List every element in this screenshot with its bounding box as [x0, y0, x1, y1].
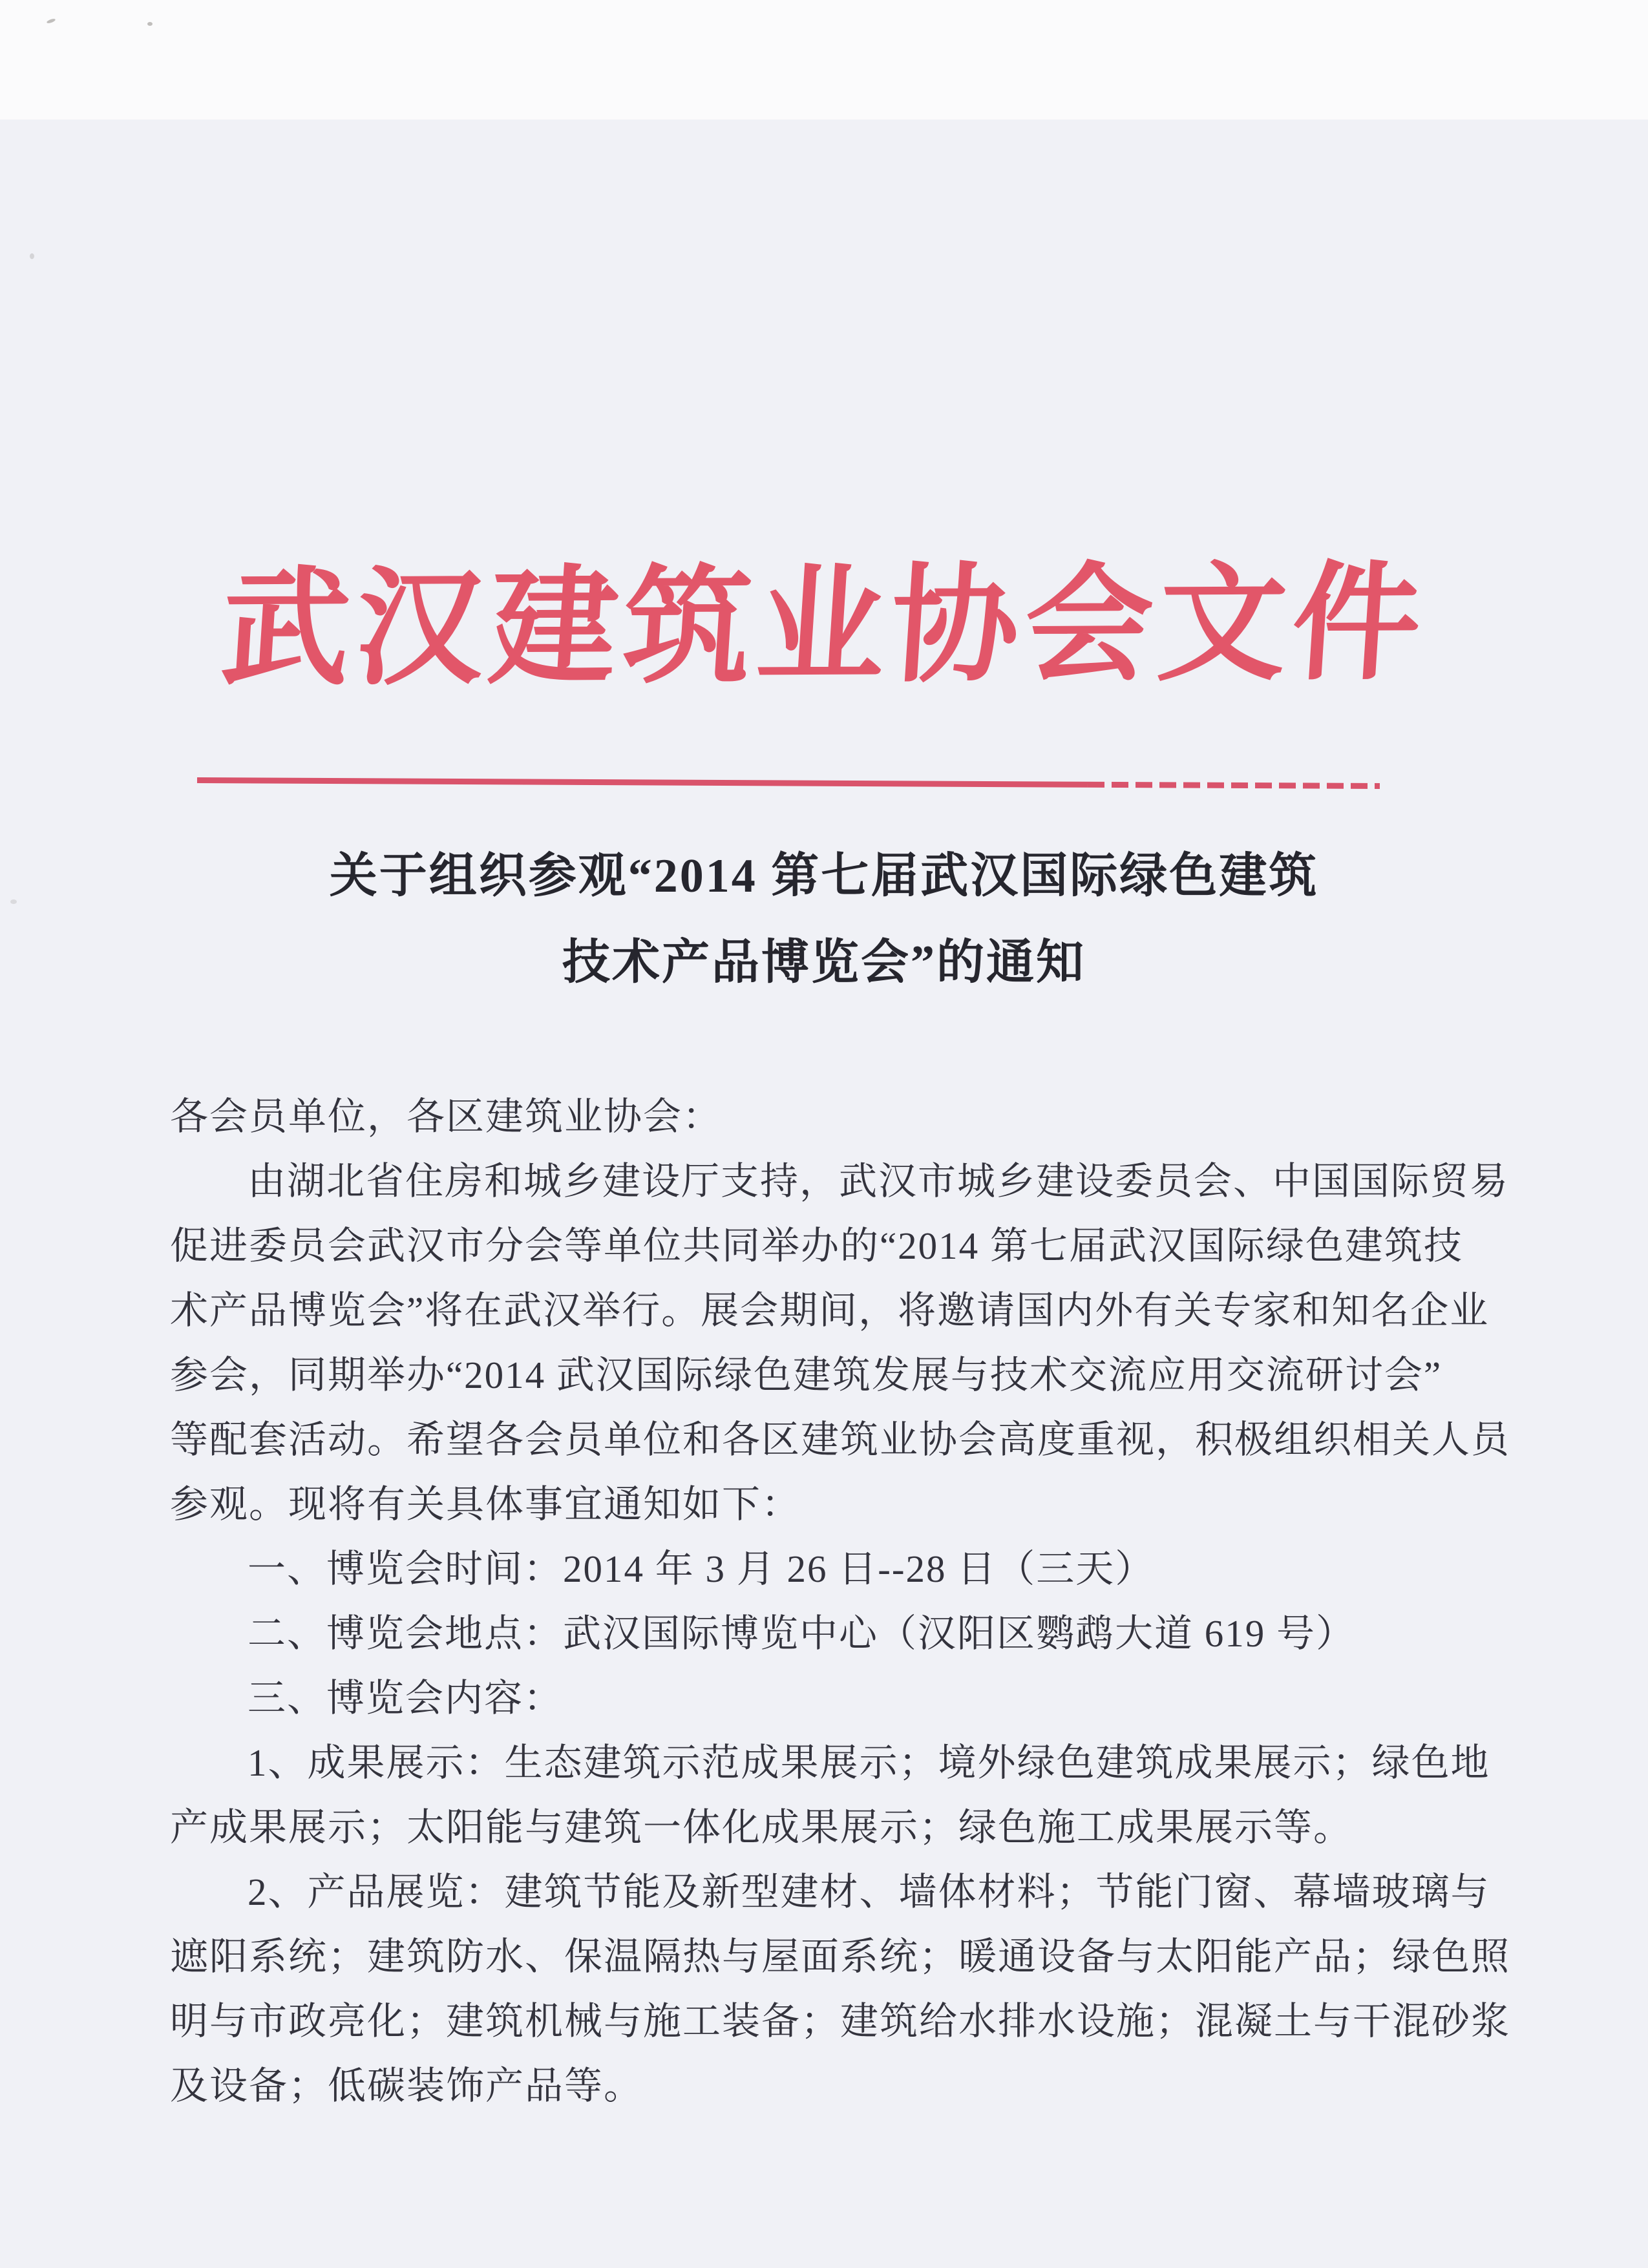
- body-line: 明与市政亮化；建筑机械与施工装备；建筑给水排水设施；混凝土与干混砂浆: [170, 2000, 1511, 2042]
- body-line: 产成果展示；太阳能与建筑一体化成果展示；绿色施工成果展示等。: [170, 1806, 1353, 1849]
- header-divider-rule: [197, 777, 1380, 789]
- salutation-line: 各会员单位，各区建筑业协会：: [170, 1095, 723, 1138]
- scan-speck: [147, 22, 153, 26]
- body-line: 参观。现将有关具体事宜通知如下：: [170, 1483, 801, 1526]
- body-line: 术产品博览会”将在武汉举行。展会期间，将邀请国内外有关专家和知名企业: [170, 1289, 1490, 1332]
- list-item-expo-content: 三、博览会内容：: [248, 1677, 564, 1719]
- body-line: 遮阳系统；建筑防水、保温隔热与屋面系统；暖通设备与太阳能产品；绿色照: [170, 1935, 1511, 1978]
- list-item-expo-time: 一、博览会时间：2014 年 3 月 26 日--28 日（三天）: [248, 1548, 1155, 1590]
- body-line: 及设备；低碳装饰产品等。: [170, 2064, 644, 2107]
- body-line: 促进委员会武汉市分会等单位共同举办的“2014 第七届武汉国际绿色建筑技: [170, 1224, 1463, 1267]
- scan-speck: [30, 253, 34, 259]
- document-body: [170, 1084, 1511, 2118]
- divider-dashed-segment: [1088, 782, 1380, 789]
- sub-item-product-exhibition: 2、产品展览：建筑节能及新型建材、墙体材料；节能门窗、幕墙玻璃与: [248, 1871, 1490, 1913]
- sub-item-achievement-display: 1、成果展示：生态建筑示范成果展示；境外绿色建筑成果展示；绿色地: [248, 1741, 1490, 1784]
- divider-solid-segment: [197, 777, 1088, 788]
- body-line: 等配套活动。希望各会员单位和各区建筑业协会高度重视，积极组织相关人员: [170, 1418, 1511, 1461]
- subject-title-line-1: 关于组织参观“2014 第七届武汉国际绿色建筑: [329, 850, 1319, 903]
- document-header-title: 武汉建筑业协会文件: [217, 553, 1431, 701]
- subject-title-line-2: 技术产品博览会”的通知: [562, 936, 1086, 989]
- body-line: 由湖北省住房和城乡建设厅支持，武汉市城乡建设委员会、中国国际贸易: [248, 1160, 1510, 1202]
- scan-top-band: [0, 0, 1648, 120]
- body-line: 参会，同期举办“2014 武汉国际绿色建筑发展与技术交流应用交流研讨会”: [170, 1354, 1442, 1396]
- list-item-expo-location: 二、博览会地点：武汉国际博览中心（汉阳区鹦鹉大道 619 号）: [248, 1612, 1356, 1655]
